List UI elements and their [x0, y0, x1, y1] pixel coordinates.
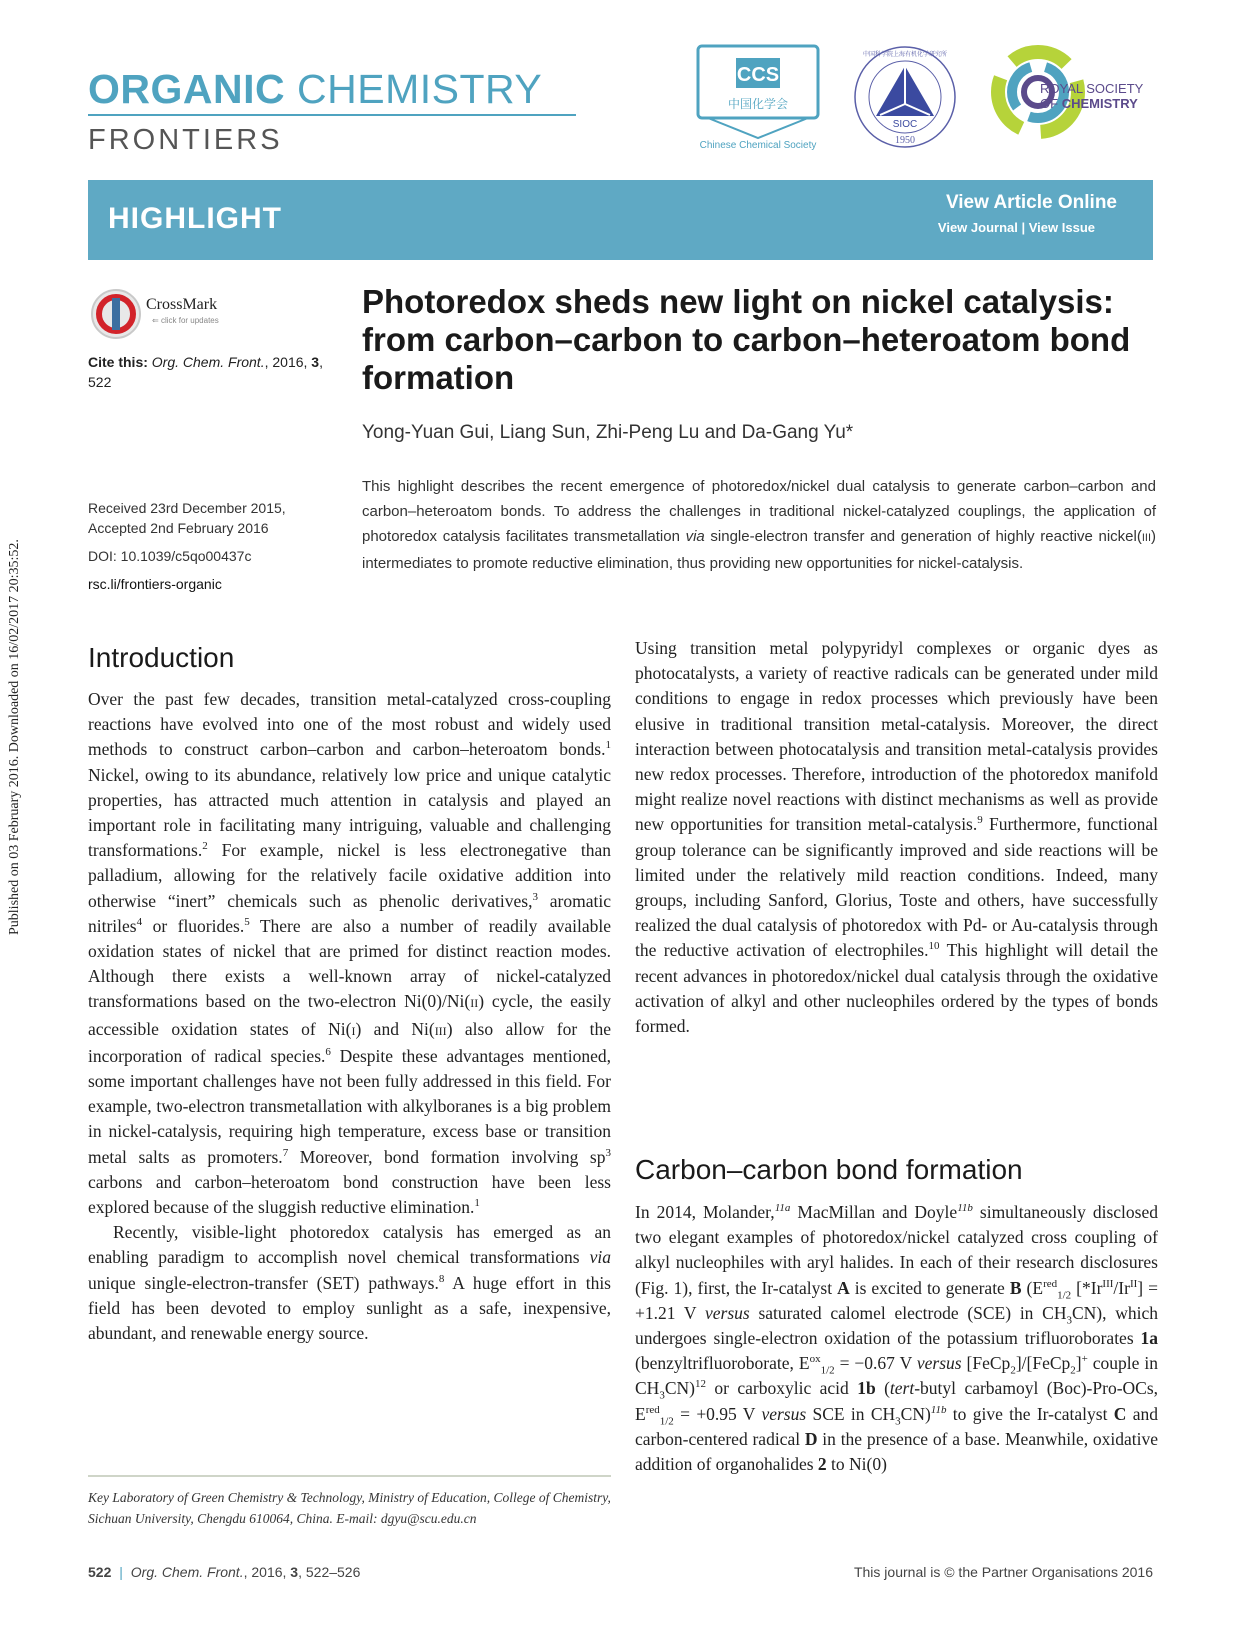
ccs-chinese: 中国化学会: [727, 97, 789, 111]
affiliation-rule: [88, 1475, 611, 1477]
crossmark-name: CrossMark: [146, 296, 218, 313]
ccs-letters: CCS: [736, 64, 780, 86]
crossmark-sub: ⇐ click for updates: [152, 316, 219, 325]
sioc-chinese-name: 中国科学院上海有机化学研究所: [862, 51, 948, 58]
crossmark-badge[interactable]: [90, 288, 265, 340]
ccs-logo: [688, 42, 838, 152]
authors: Yong-Yuan Gui, Liang Sun, Zhi-Peng Lu and Da-Gang Yu*: [362, 422, 854, 443]
footer-copyright: This journal is © the Partner Organisations 2016: [853, 1564, 1153, 1580]
received-date: Received 23rd December 2015,: [88, 500, 286, 516]
page-number: 522: [88, 1564, 112, 1580]
journal-name: [88, 66, 542, 113]
journal-rule: [88, 114, 576, 116]
view-issue-link[interactable]: View Issue: [1028, 220, 1095, 235]
cc-bond-body: [635, 1200, 1158, 1477]
download-stamp-text: Published on 03 February 2016. Downloaded on 16/02/2017 20:35:52.: [7, 539, 22, 935]
article-type-label: HIGHLIGHT: [108, 202, 282, 235]
cite-journal: Org. Chem. Front.: [151, 354, 265, 370]
rsc-line1: ROYAL SOCIETY: [1040, 81, 1144, 96]
intro-paragraph-1: Over the past few decades, transition metal-catalyzed cross-coupling reactions have evolved into one of the most robust and widely used methods to construct carbon–carbon and carbon–heteroatom bonds.$^1$ Nickel, owing to its abundance, relatively low price and unique catalytic properties, has attracted much attention in catalysis and played an important role in facilitating many intriguing, valuable and challenging transformations.$^2$ For example, nickel is less electronegative than palladium, allowing for the relatively facile oxidative addition into otherwise “inert” chemicals such as phenolic derivatives,$^3$ aromatic nitriles$^4$ or fluorides.$^5$ There are also a number of readily available oxidation states of nickel that are primed for distinct reaction modes. Although there exists a well-known array of nickel-catalyzed transformations based on the two-electron Ni(0)/Ni(II) cycle, the easily accessible oxidation states of Ni(I) and Ni(III) also allow for the incorporation of radical species.$^6$ Despite these advantages mentioned, some important challenges have not been fully addressed in this field. For example, two-electron transmetallation with alkylboranes is a big problem in nickel-catalysis, requiring high temperature, excess base or transition metal salts as promoters.$^7$ Moreover, bond formation involving $sp^3$ carbons and carbon–heteroatom bond construction have been less explored because of the sluggish reductive elimination.$^1$: [88, 689, 612, 1218]
article-title: Photoredox sheds new light on nickel catalysis: from carbon–carbon to carbon–heteroatom bond formation: [362, 283, 1131, 396]
doi[interactable]: DOI: 10.1039/c5qo00437c: [88, 548, 252, 564]
introduction-body: [88, 687, 611, 1346]
journal-url[interactable]: rsc.li/frontiers-organic: [88, 576, 222, 592]
cc-bond-heading: Carbon–carbon bond formation: [635, 1154, 1023, 1185]
view-links: [938, 220, 1095, 235]
journal-name-bold: ORGANIC: [88, 66, 286, 112]
view-article-online-link[interactable]: View Article Online: [945, 192, 1117, 213]
view-links-separator: |: [1021, 220, 1026, 235]
affiliation: Key Laboratory of Green Chemistry & Technology, Ministry of Education, College of Chemistry, Sichuan University, Chengdu 610064, China. E-mail: dgyu@scu.edu.cn: [88, 1490, 611, 1526]
journal-name-rest: CHEMISTRY: [297, 66, 543, 112]
ccs-name: Chinese Chemical Society: [699, 140, 817, 151]
article-meta: [88, 498, 358, 594]
highlight-banner: [88, 180, 1153, 260]
download-stamp: [4, 465, 24, 935]
sioc-abbr: SIOC: [892, 119, 918, 130]
footer-citation: 522 | Org. Chem. Front., 2016, 3, 522–526: [88, 1564, 361, 1580]
arrow-left-icon: ⇐: [152, 316, 161, 325]
column-2-intro: [635, 636, 1158, 1039]
citation-info: Cite this: Org. Chem. Front., 2016, 3, 522: [88, 354, 323, 390]
journal-subtitle: FRONTIERS: [88, 124, 283, 156]
sioc-logo: [850, 42, 960, 152]
accepted-date: Accepted 2nd February 2016: [88, 520, 269, 536]
col2-paragraph-1: Using transition metal polypyridyl complexes or organic dyes as photocatalysts, a variety of reactive radicals can be generated under mild conditions to engage in redox processes which previously have been elusive in traditional transition metal-catalysis. Moreover, the direct interaction between photocatalysis and transition metal-catalysis provides new redox processes. Therefore, introduction of the photoredox manifold might realize novel reactions with distinct mechanisms as well as provide new opportunities for transition metal-catalysis.$^9$ Furthermore, functional group tolerance can be significantly improved and side reactions will be limited under the relatively mild reaction conditions. Indeed, many groups, including Sanford, Glorius, Toste and others, have successfully realized the dual catalysis of photoredox with Pd- or Au-catalysis through the reductive activation of electrophiles.$^{10}$ This highlight will detail the recent advances in photoredox/nickel dual catalysis through the oxidative activation of alkyl and other nucleophiles ordered by the types of bonds formed.: [635, 638, 1159, 1037]
col2-paragraph-2: In 2014, Molander,$^{11a}$ MacMillan and Doyle$^{11b}$ simultaneously disclosed two elegant examples of photoredox/nickel catalyzed cross coupling of alkyl nucleophiles with aryl halides. In each of their research disclosures (Fig. 1), first, the Ir-catalyst A is excited to generate B ($E^{red}_{1/2}$ $[*Ir^{III}/Ir^{II}] = +1.21$ V versus saturated calomel electrode (SCE) in $CH_3CN$), which undergoes single-electron oxidation of the potassium trifluoroborates 1a (benzyltrifluoroborate, $E^{ox}_{1/2} = -0.67$ V versus [FeCp$_2$]/[FeCp$_2$]+ couple in $CH_3CN)^{12}$ or carboxylic acid 1b (tert-butyl carbamoyl (Boc)-Pro-OCs, $E^{red}_{1/2} = +0.95$ V versus SCE in $CH_3CN)^{11b}$ to give the Ir-catalyst C and carbon-centered radical D in the presence of a base. Meanwhile, oxidative addition of organohalides 2 to Ni(0): [635, 1202, 1159, 1475]
crossmark-icon: [90, 288, 142, 340]
view-journal-link[interactable]: View Journal: [937, 220, 1018, 235]
rsc-line2: OF CHEMISTRY: [1040, 96, 1138, 111]
intro-paragraph-2: Recently, visible-light photoredox catalysis has emerged as an enabling paradigm to accomplish novel chemical transformations via unique single-electron-transfer (SET) pathways.$^8$ A huge effort in this field has been devoted to employ sunlight as a safe, inexpensive, abundant, and renewable energy source.: [88, 1222, 611, 1344]
rsc-logo: [990, 42, 1160, 147]
introduction-heading: Introduction: [88, 642, 235, 673]
abstract: This highlight describes the recent emergence of photoredox/nickel dual catalysis to generate carbon–carbon and carbon–heteroatom bonds. To address the challenges in traditional nickel-catalyzed couplings, the application of photoredox catalysis facilitates transmetallation via single-electron transfer and generation of highly reactive nickel(III) intermediates to promote reductive elimination, thus providing new opportunities for nickel-catalysis.: [362, 478, 1156, 572]
sioc-year: 1950: [895, 135, 915, 146]
cite-label: Cite this:: [88, 354, 148, 370]
